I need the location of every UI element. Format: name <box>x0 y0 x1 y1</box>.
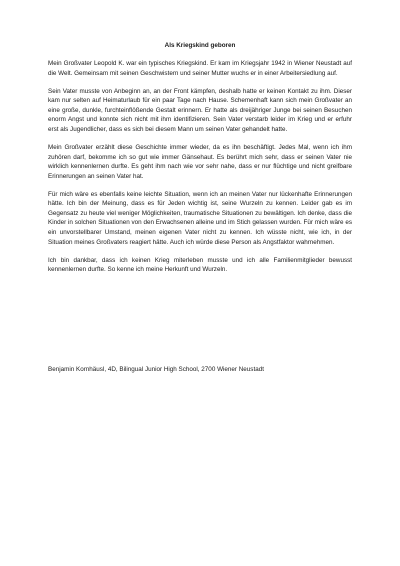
paragraph-4: Für mich wäre es ebenfalls keine leichte Situation, wenn ich an meinen Vater nur lückenhafte Erinnerungen hätte. Ich bin der Meinung, dass es für Jeden wichtig ist, seine Wurzeln zu kennen. Leider gab es im Gegensatz zu heute viel weniger Möglichkeiten, traumatische Situationen zu bewältigen. Ich denke, dass die Kinder in solchen Situationen von den Erwachsenen alleine und im Stich gelassen wurden. Für mich wäre es ein unvorstellbarer Umstand, meinen eigenen Vater nicht zu kennen. Ich wüsste nicht, wie ich, in der Situation meines Großvaters reagiert hätte. Auch ich würde diese Person als Angstfaktor wahrnehmen. <box>48 190 352 246</box>
paragraph-5: Ich bin dankbar, dass ich keinen Krieg miterleben musste und ich alle Familienmitglieder bewusst kennenlernen durfte. So kenne ich meine Herkunft und Wurzeln. <box>48 256 352 274</box>
document-title: Als Kriegskind geboren <box>164 42 236 49</box>
document-body <box>48 59 352 283</box>
paragraph-1: Mein Großvater Leopold K. war ein typisches Kriegskind. Er kam im Kriegsjahr 1942 in Wiener Neustadt auf die Welt. Gemeinsam mit seinen Geschwistern und seiner Mutter wuchs er in einer Arbeitersiedlung auf. <box>48 60 352 77</box>
paragraph-3: Mein Großvater erzählt diese Geschichte immer wieder, da es ihn beschäftigt. Jedes Mal, wenn ich ihm zuhören darf, bekomme ich so gut wie immer Gänsehaut. Es berührt mich sehr, dass er seinen Vater nie wirklich kennenlernen durfte. Es geht ihm nach wie vor sehr nahe, dass er nur flüchtige und nicht greifbare Erinnerungen an seinen Vater hat. <box>48 143 352 180</box>
author-signature-line: Benjamin Kornhäusl, 4D, Bilingual Junior High School, 2700 Wiener Neustadt <box>48 366 264 373</box>
paragraph-2: Sein Vater musste von Anbeginn an, an der Front kämpfen, deshalb hatte er keinen Kontakt zu ihm. Dieser kam nur selten auf Heimaturlaub für ein paar Tage nach Hause. Schemenhaft kann sich mein Großvater an eine große, dunkle, furchteinflößende Gestalt erinnern. Er hatte als dreijähriger Junge bei seinen Besuchen enorm Angst und konnte sich nicht mit ihm identifizieren. Sein Vater verstarb leider im Krieg und er erfuhr erst als Jugendlicher, dass es sich bei diesem Mann um seinen Vater gehandelt hatte. <box>48 87 352 133</box>
